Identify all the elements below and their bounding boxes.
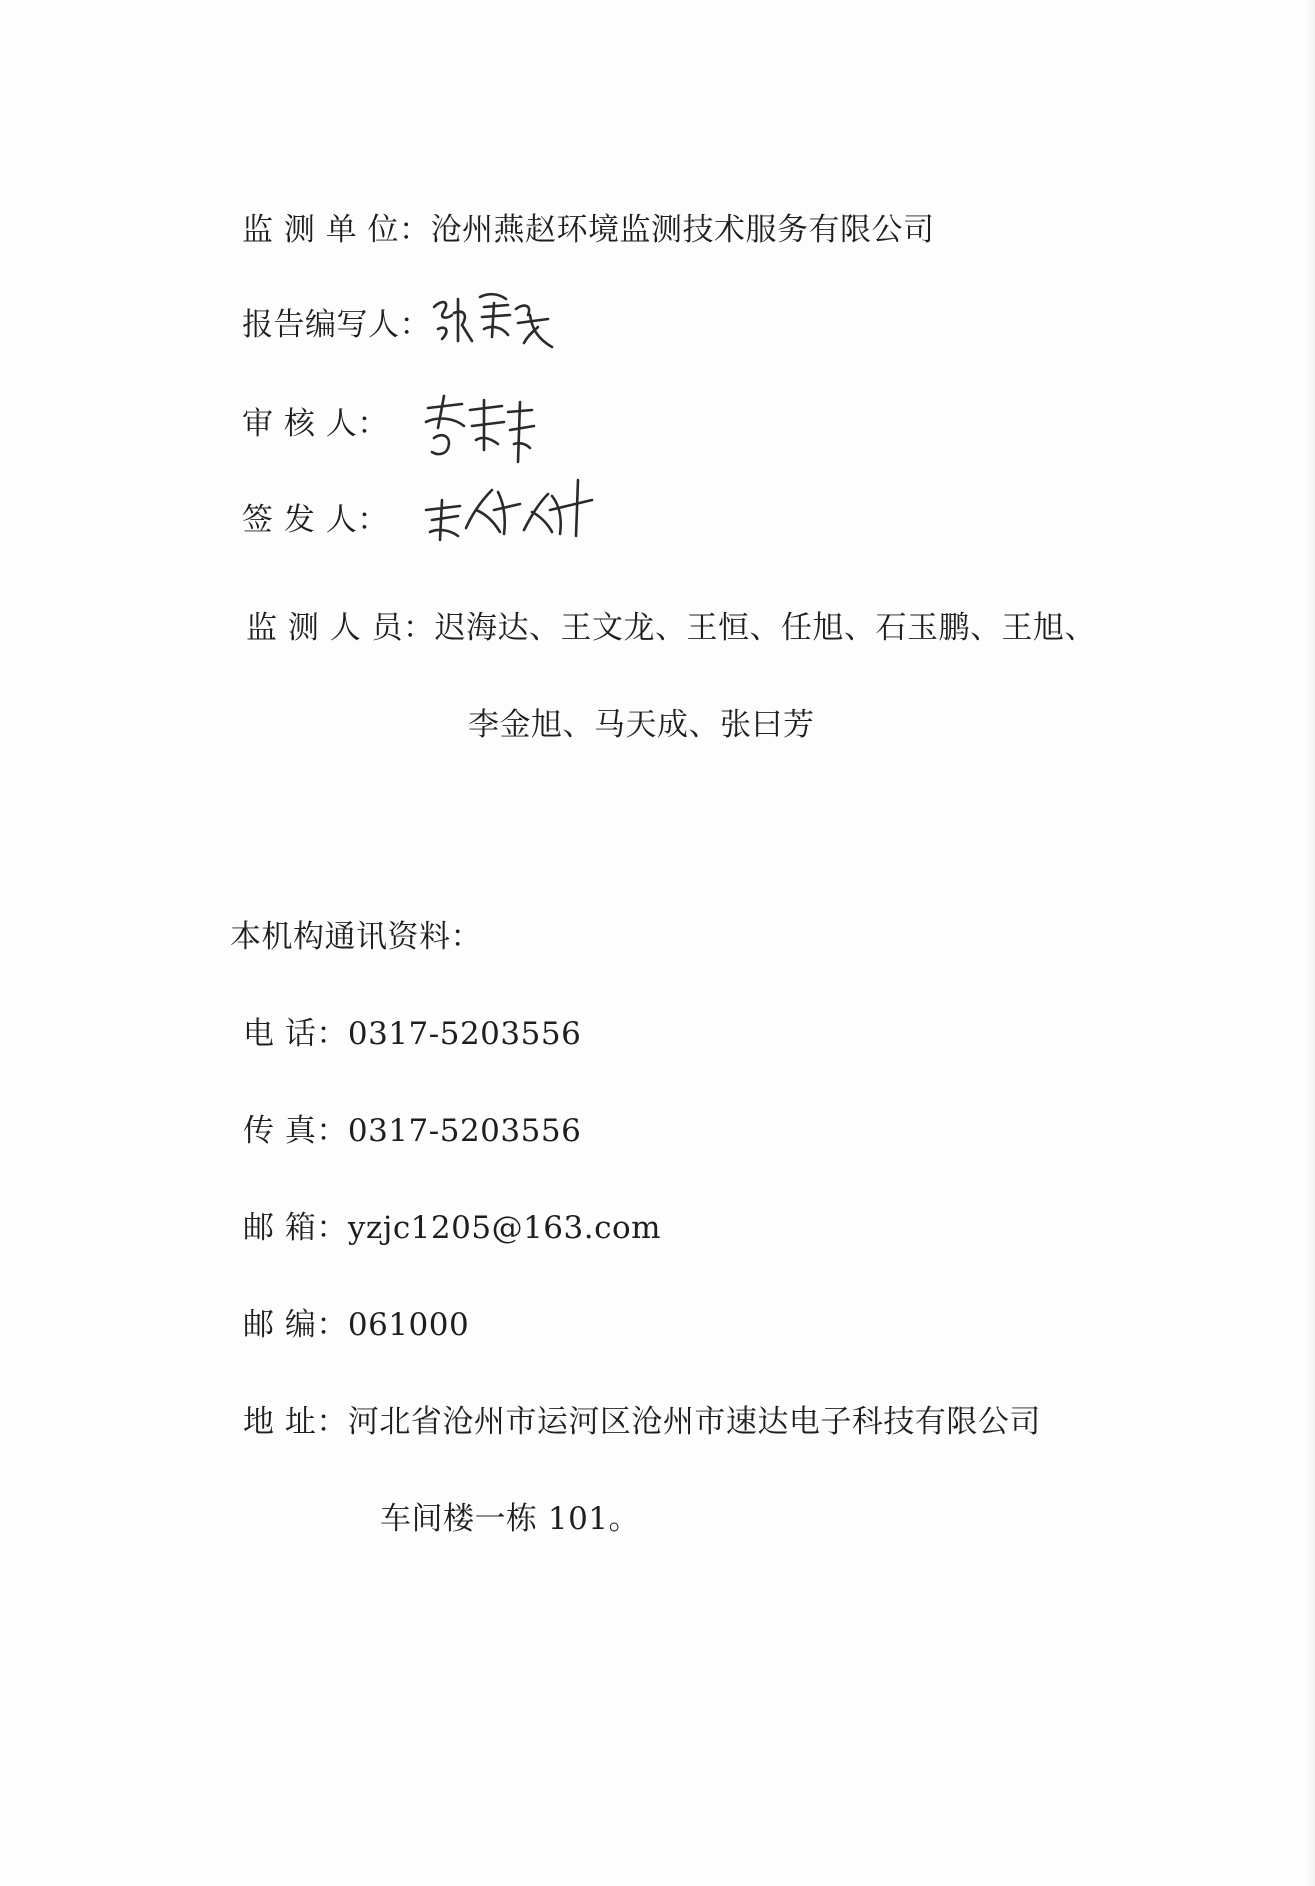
email-row <box>243 1208 661 1248</box>
postcode-label: 邮 编： <box>243 1307 348 1343</box>
fax-row <box>243 1111 581 1151</box>
address-row <box>243 1402 1041 1442</box>
address-line1: 河北省沧州市运河区沧州市速达电子科技有限公司 <box>347 1404 1041 1440</box>
monitoring-staff-line2: 李金旭、马天成、张曰芳 <box>468 707 815 743</box>
monitoring-staff-row <box>246 608 1096 648</box>
monitoring-unit-row <box>242 210 935 250</box>
email-label: 邮 箱： <box>243 1210 348 1246</box>
postcode-row <box>243 1305 469 1345</box>
reviewer-row <box>242 404 389 444</box>
report-writer-row <box>242 305 431 345</box>
issuer-label: 签 发 人： <box>242 502 389 538</box>
phone-row <box>243 1014 581 1054</box>
monitoring-unit-value: 沧州燕赵环境监测技术服务有限公司 <box>430 212 935 248</box>
phone-value: 0317-5203556 <box>347 1016 582 1052</box>
issuer-row <box>242 500 389 540</box>
address-line2: 车间楼一栋 101。 <box>380 1501 641 1537</box>
monitoring-staff-label: 监 测 人 员： <box>246 610 435 646</box>
reviewer-signature <box>418 392 538 472</box>
fax-value: 0317-5203556 <box>347 1113 582 1149</box>
monitoring-staff-line1: 迟海达、王文龙、王恒、任旭、石玉鹏、王旭、 <box>434 610 1097 646</box>
phone-label: 电 话： <box>243 1016 348 1052</box>
contact-heading: 本机构通讯资料： <box>230 919 482 955</box>
issuer-signature <box>420 470 600 550</box>
reviewer-label: 审 核 人： <box>242 406 389 442</box>
report-writer-label: 报告编写人： <box>242 307 431 343</box>
fax-label: 传 真： <box>243 1113 348 1149</box>
scan-edge-shadow <box>1305 0 1315 1886</box>
email-value: yzjc1205@163.com <box>347 1210 662 1246</box>
postcode-value: 061000 <box>347 1307 470 1343</box>
monitoring-unit-label: 监 测 单 位： <box>242 212 431 248</box>
address-label: 地 址： <box>243 1404 348 1440</box>
report-writer-signature <box>428 285 558 355</box>
